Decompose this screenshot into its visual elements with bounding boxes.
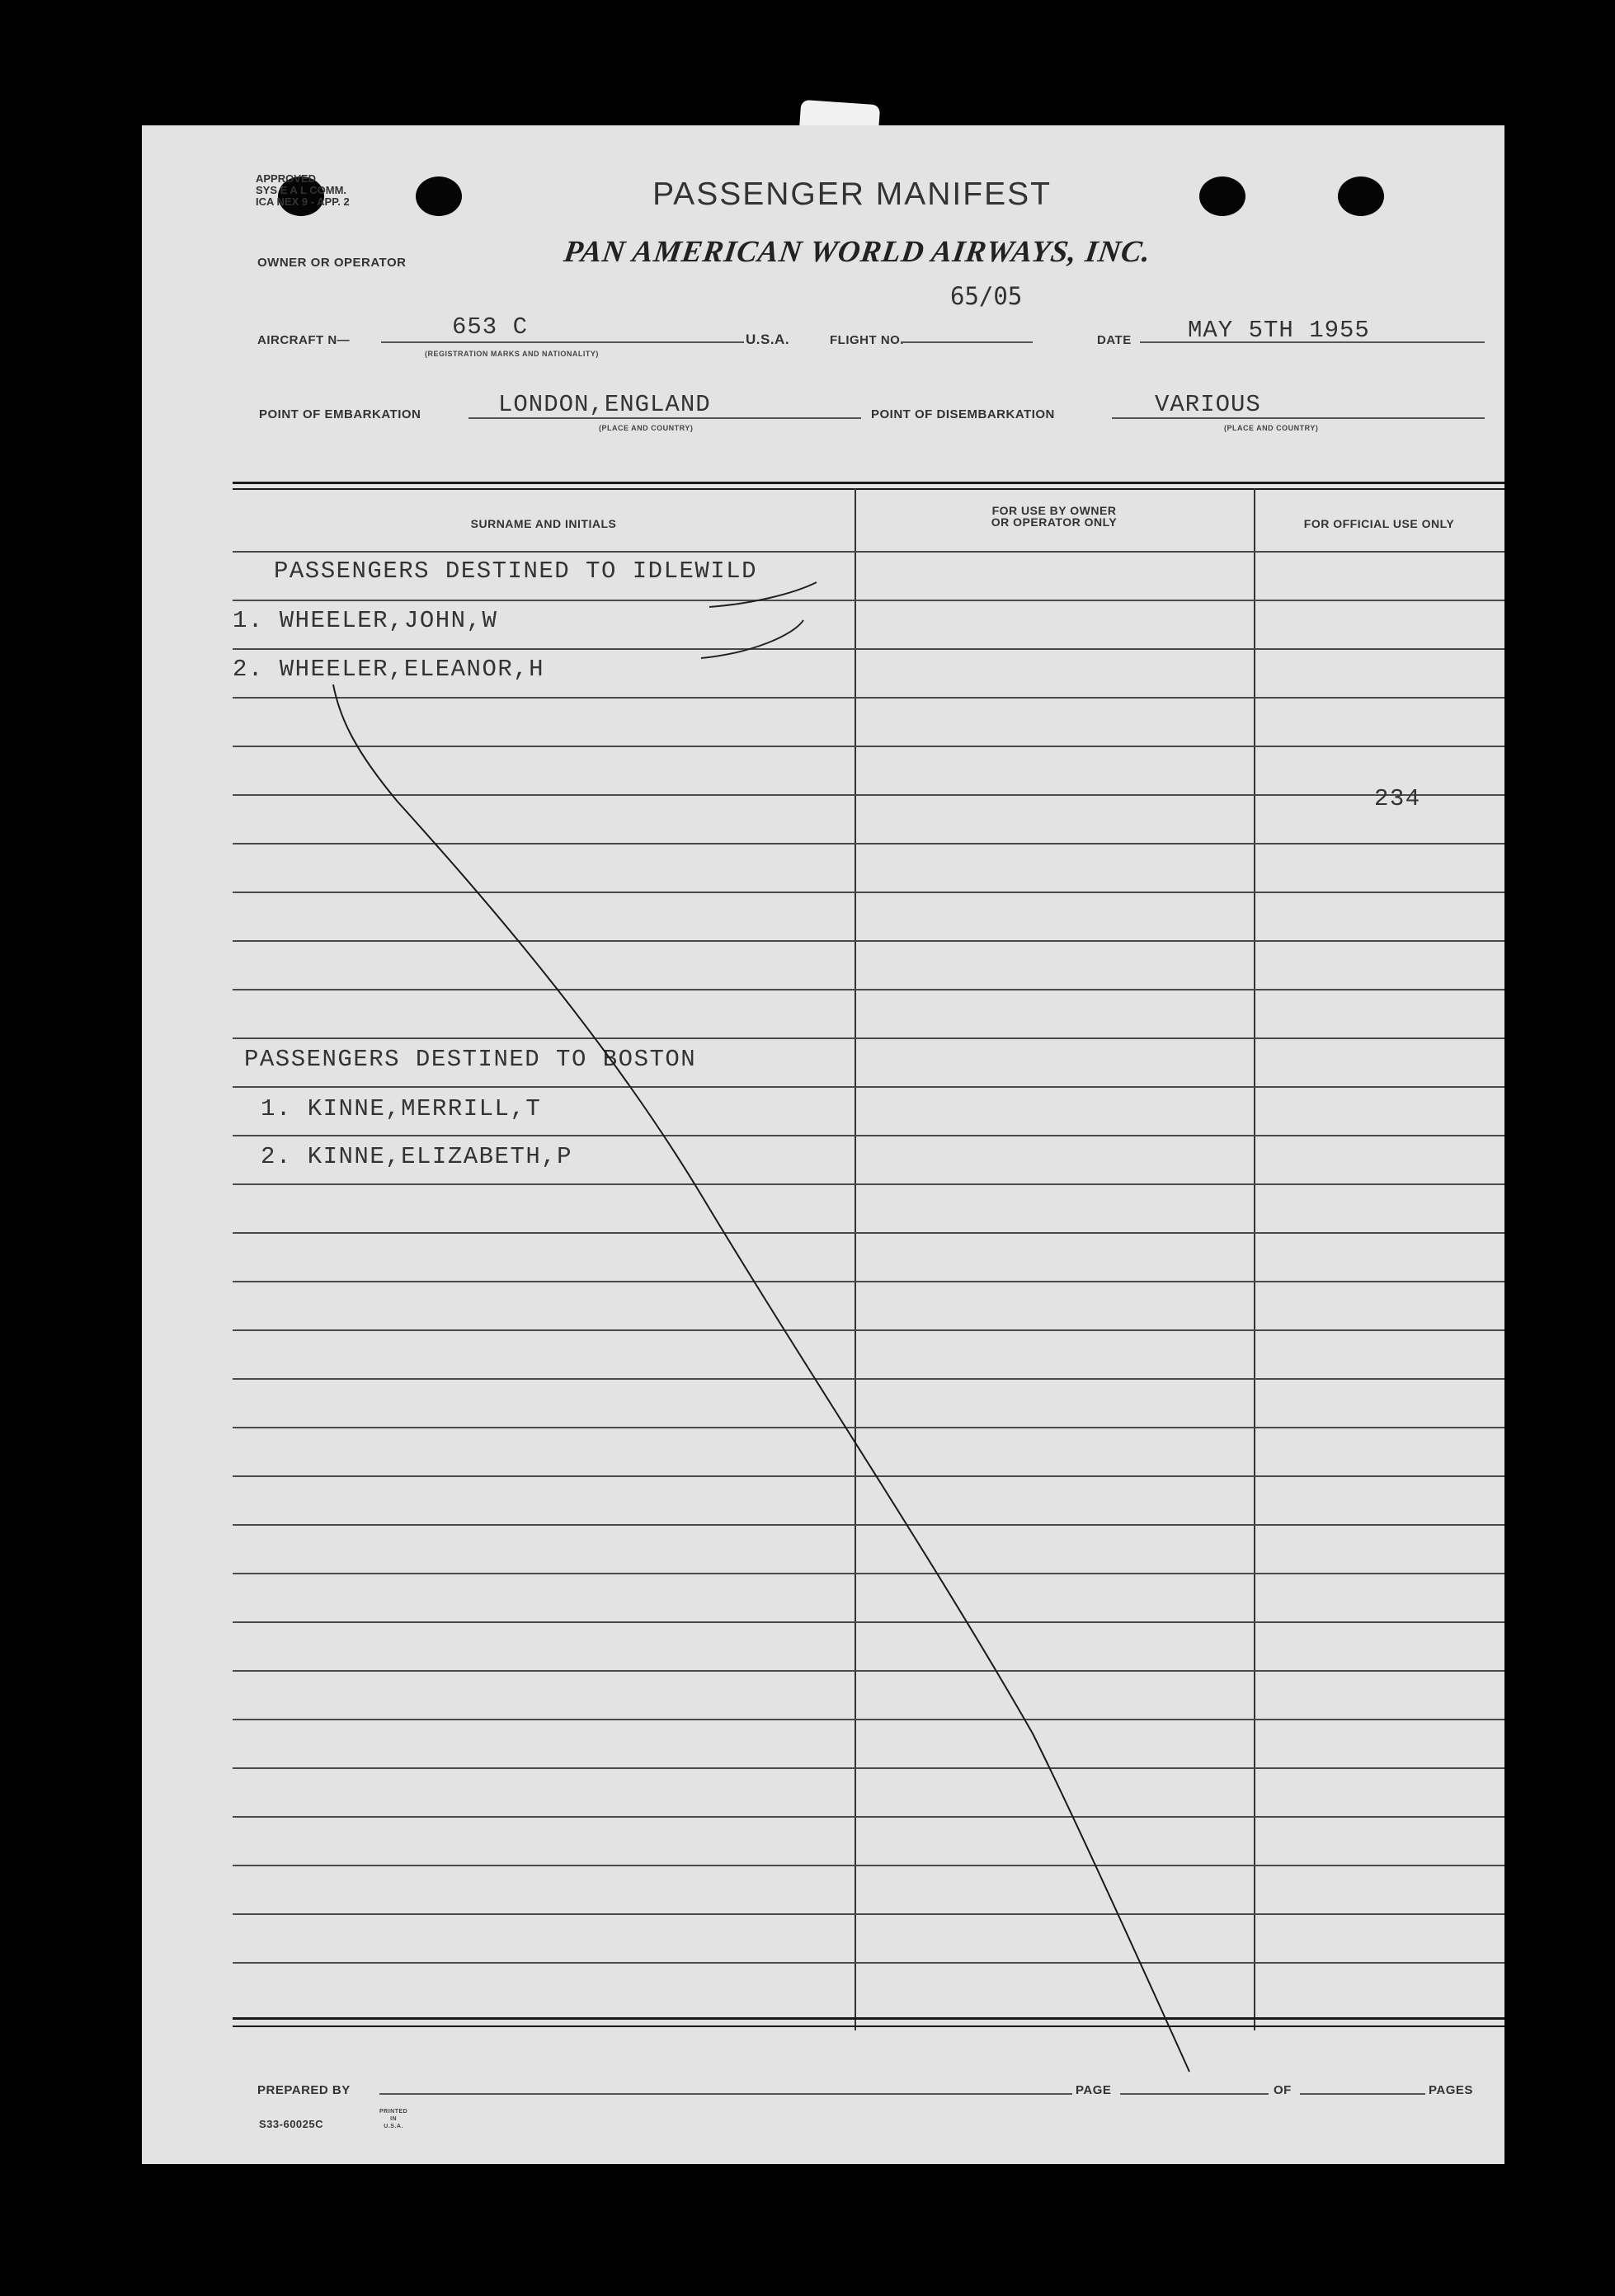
disembark-value: VARIOUS [1155, 391, 1261, 418]
embark-label: POINT OF EMBARKATION [259, 407, 421, 421]
approval-line: APPROVED [256, 172, 316, 185]
disembark-caption: (PLACE AND COUNTRY) [1224, 424, 1319, 432]
embark-caption: (PLACE AND COUNTRY) [599, 424, 694, 432]
of-label: OF [1274, 2083, 1292, 2097]
printed-stamp [379, 2108, 407, 2130]
passenger-row: 1. WHEELER,JOHN,W [233, 607, 498, 634]
official-column-header: FOR OFFICIAL USE ONLY [1303, 517, 1455, 530]
form-number: S33-60025C [259, 2118, 323, 2130]
registration-caption: (REGISTRATION MARKS AND NATIONALITY) [425, 350, 599, 358]
pen-check-mark [709, 582, 817, 607]
page-title: PASSENGER MANIFEST [652, 176, 1052, 212]
approval-line: SYS E A L COMM. [256, 184, 347, 196]
surname-column-header: SURNAME AND INITIALS [470, 517, 617, 530]
usa-label: U.S.A. [746, 332, 790, 347]
embark-value: LONDON,ENGLAND [498, 391, 711, 418]
printed-line: PRINTED [379, 2109, 408, 2115]
group-heading-idlewild: PASSENGERS DESTINED TO IDLEWILD [274, 558, 757, 585]
date-value: MAY 5TH 1955 [1188, 317, 1370, 344]
airline-name: PAN AMERICAN WORLD AIRWAYS, INC. [562, 235, 1154, 269]
printed-line: U.S.A. [384, 2124, 403, 2129]
owner-header-line: OR OPERATOR ONLY [991, 515, 1118, 529]
official-number: 234 [1374, 785, 1421, 812]
flight-value: 65/05 [950, 282, 1023, 310]
printed-line: IN [390, 2116, 398, 2122]
pen-marks [142, 125, 1504, 2164]
pen-strike-line [333, 685, 1189, 2072]
passenger-row: 2. KINNE,ELIZABETH,P [261, 1143, 573, 1170]
approval-line: ICA NEX 9 - APP. 2 [256, 195, 350, 208]
manifest-sheet [142, 125, 1504, 2164]
of-line [1300, 2093, 1425, 2095]
aircraft-label: AIRCRAFT N— [257, 333, 351, 347]
pages-label: PAGES [1429, 2083, 1473, 2097]
owner-header-line: FOR USE BY OWNER [991, 504, 1117, 517]
aircraft-value: 653 C [452, 313, 529, 341]
disembark-label: POINT OF DISEMBARKATION [871, 407, 1055, 421]
page-label: PAGE [1076, 2083, 1112, 2097]
pen-check-mark [701, 620, 803, 658]
passenger-row: 1. KINNE,MERRILL,T [261, 1095, 542, 1122]
flight-label: FLIGHT NO. [830, 333, 904, 347]
group-heading-boston: PASSENGERS DESTINED TO BOSTON [244, 1046, 697, 1073]
prepared-label: PREPARED BY [257, 2083, 351, 2097]
page-line [1120, 2093, 1269, 2095]
prepared-line [379, 2093, 1072, 2095]
passenger-row: 2. WHEELER,ELEANOR,H [233, 656, 545, 683]
date-label: DATE [1097, 333, 1132, 347]
owner-label: OWNER OR OPERATOR [257, 256, 407, 270]
